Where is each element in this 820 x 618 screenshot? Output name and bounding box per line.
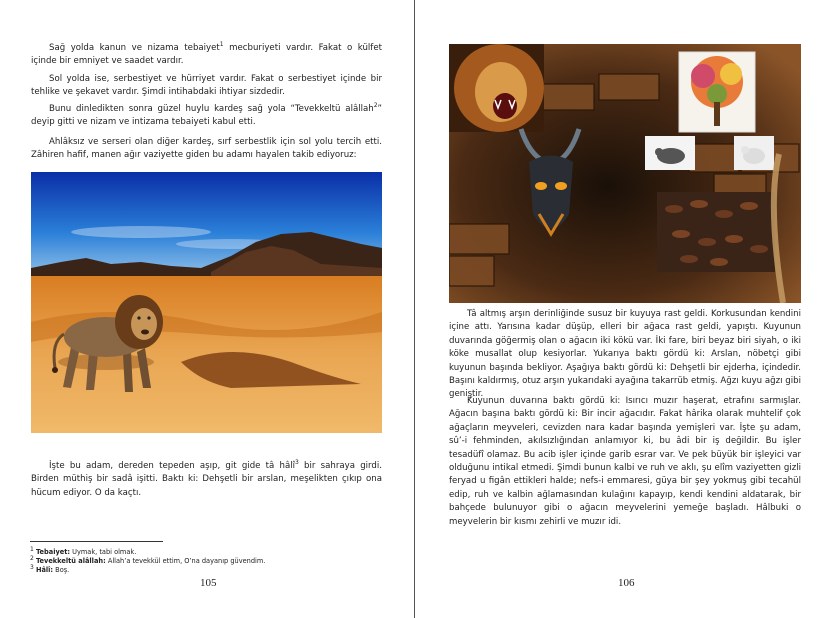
page-gutter — [414, 0, 415, 618]
page-number: 105 — [200, 577, 217, 589]
insects-figure — [657, 192, 775, 272]
paragraph-1: Sağ yolda kanun ve nizama tebaiyet$^1$ mecburiyeti vardır. Fakat o külfet içinde bir emniyet ve saadet vardır. — [31, 41, 382, 67]
footnote-divider — [30, 541, 163, 542]
lion-head-figure — [449, 44, 544, 132]
desert-lion-illustration — [31, 172, 382, 433]
paragraph-2: Sol yolda ise, serbestiyet ve hürriyet vardır. Fakat o serbestiyet içinde bir tehlike ve şekavet vardır. Şimdi intihabdaki ihtiyar sizdedir. — [31, 74, 382, 98]
footnote-1: $^1$ Tebaiyet: Uymak, tabi olmak. — [30, 545, 137, 556]
white-mouse-figure — [734, 136, 774, 170]
footnote-3: $^3$ Hâlî: Boş. — [30, 563, 70, 574]
black-mouse-figure — [645, 136, 695, 170]
right-page — [416, 0, 820, 618]
paragraph-5: İşte bu adam, dereden tepeden aşıp, git gide tâ hâlî$^3$ bir sahraya girdi. Birden müthiş bir sadâ işitti. Baktı ki: Dehşetli bir arslan, meşelikten çıkıp ona hücum ediyor. O da kaçtı. — [31, 459, 382, 498]
tree-figure — [679, 52, 755, 132]
paragraph-4: Ahlâksız ve serseri olan diğer kardeş, sırf serbestlik için sol yolu tercih etti. Zâhiren hafif, manen ağır vaziyette giden bu adamı hayalen takib ediyoruz: — [31, 137, 382, 161]
paragraph-7: Kuyunun duvarına baktı gördü ki: Isırıcı muzır haşerat, etrafını sarmışlar. Ağacın başına baktı gördü ki: Bir incir ağacıdır. Fakat hârika olarak muhtelif çok ağaçların meyveleri, cevizden nara kadar başında yemişleri var. İşte şu adam, sû’-i fehminden, akılsızlığından anlamıyor ki, bu âdi bir iş değildir. Bu işler tesadüfî olamaz. Bu acib işler içinde garib esrar var. Ve pek büyük bir işleyici var olduğunu intikal etmedi. Şimdi bunun kalbi ve ruh ve aklı, şu elîm vaziyetten gizli feryad u figân ettikleri halde; nefs-i emmaresi, güya bir şey yokmuş gibi tecahül edip, ruh ve kalbin ağlamasından kulağını kapayıp, kendi kendini aldatarak, bir bahçede bulunuyor gibi o ağacın meyvelerini yemeğe başladı. Hâlbuki o meyvelerin bir kısmı zehirli ve muzır idi. — [449, 396, 801, 527]
paragraph-3: Bunu dinledikten sonra güzel huylu kardeş sağ yola “Tevekkeltü alâllah$^2$” deyip gitti ve nizam ve intizama tebaiyeti kabul etti. — [31, 102, 382, 128]
well-collage-illustration — [449, 44, 801, 303]
footnote-2: $^2$ Tevekkeltü alâllah: Allah’a tevekkül ettim, O’na dayanıp güvendim. — [30, 554, 266, 565]
paragraph-6: Tâ altmış arşın derinliğinde susuz bir kuyuya rast geldi. Korkusundan kendini içine attı. Yarısına kadar düşüp, elleri bir ağaca rast geldi, yapıştı. Kuyunun duvarında göğermiş olan o ağacın iki kökü var. İki fare, biri beyaz biri siyah, o iki köke musallat olup kesiyorlar. Yukarıya baktı gördü ki: Arslan, nöbetçi gibi kuyunun başında bekliyor. Aşağıya baktı gördü ki: Dehşetli bir ejderha, içindedir. Başını kaldırmış, otuz arşın yukarıdaki ayağına takarrüb etmiş. Ağzı kuyu ağzı gibi geniştir. — [449, 309, 801, 400]
page-number: 106 — [618, 577, 635, 589]
